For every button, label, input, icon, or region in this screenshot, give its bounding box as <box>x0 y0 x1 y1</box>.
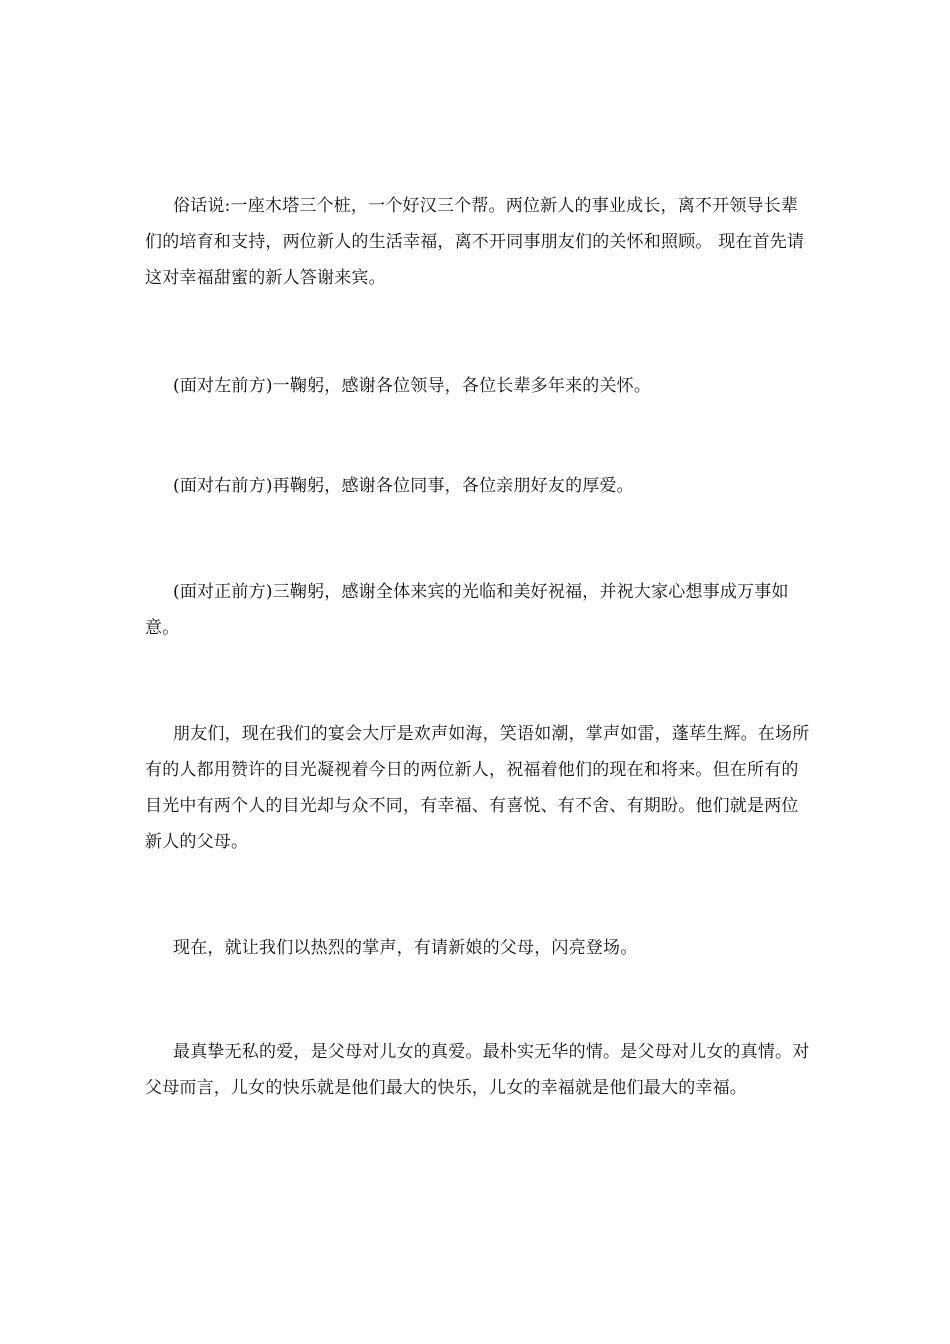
paragraph-thanks-intro: 俗话说:一座木塔三个桩，一个好汉三个帮。两位新人的事业成长，离不开领导长辈们的培育和支持，两位新人的生活幸福，离不开同事朋友们的关怀和照顾。 现在首先请这对幸福甜蜜的新人答谢来宾。 <box>145 196 805 288</box>
paragraph-parental-love: 最真挚无私的爱，是父母对儿女的真爱。最朴实无华的情。是父母对儿女的真情。对父母而言，儿女的快乐就是他们最大的快乐，儿女的幸福就是他们最大的幸福。 <box>145 1042 810 1098</box>
paragraph-third-bow: (面对正前方)三鞠躬，感谢全体来宾的光临和美好祝福，并祝大家心想事成万事如意。 <box>145 582 789 638</box>
paragraph-second-bow: (面对右前方)再鞠躬，感谢各位同事，各位亲朋好友的厚爱。 <box>173 476 634 496</box>
paragraph-invite-parents: 现在，就让我们以热烈的掌声，有请新娘的父母，闪亮登场。 <box>173 938 638 958</box>
paragraph-first-bow: (面对左前方)一鞠躬，感谢各位领导，各位长辈多年来的关怀。 <box>173 376 652 396</box>
paragraph-banquet-hall: 朋友们，现在我们的宴会大厅是欢声如海，笑语如潮，掌声如雷，蓬荜生辉。在场所有的人都用赞许的目光凝视着今日的两位新人，祝福着他们的现在和将来。但在所有的目光中有两个人的目光却与众不同，有幸福、有喜悦、有不舍、有期盼。他们就是两位新人的父母。 <box>145 724 810 852</box>
